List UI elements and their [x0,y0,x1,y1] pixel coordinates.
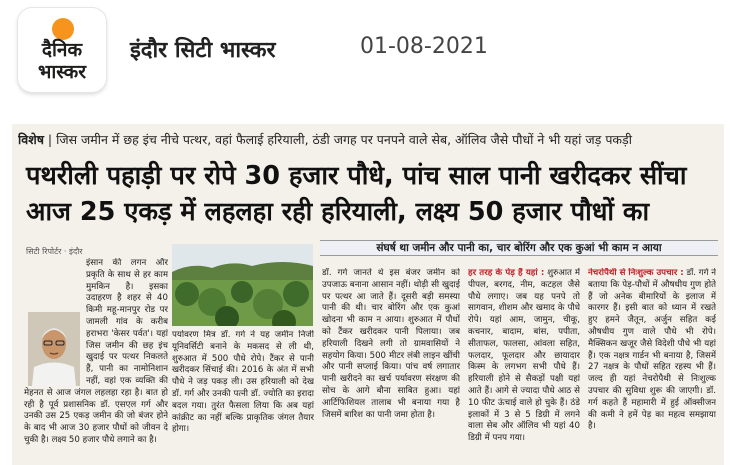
portrait-photo [28,312,80,386]
kicker-line [18,131,718,148]
column-5-text: डॉ. गर्ग ने बताया कि पेड़-पौधों में औषधीय गुण होते हैं जो अनेक बीमारियों के इलाज में कारगर हैं। इसी बात को ध्यान में रखते हुए हमने जैतून, अर्जुन सहित कई औषधीय गुण वाले पौधे भी रोपे। मैक्सिकन खजूर जैसे विदेशी पौधे भी यहां हैं। एक नक्षत्र गार्डन भी बनाया है, जिसमें 27 नक्षत्र के पौधों सहित रहस्य भी हैं। जल्द ही यहां नेचरोपैथी से निःशुल्क उपचार की सुविधा शुरू की जाएगी। डॉ. गर्ग कहते हैं महामारी में हुई ऑक्सीजन की कमी ने हमें पेड़ का महत्व समझाया है। [588,268,716,432]
article-column-4 [468,268,580,458]
subhead-banner: संघर्ष था जमीन और पानी का, चार बोरिंग और एक कुआं भी काम न आया [320,240,718,256]
column-4-text: शुरुआत में पीपल, बरगद, नीम, कटहल जैसे पौधे लगाए। जब यह पनपे तो सागवान, शीशम और खमाद के पौधे रोपे। यहां आम, जामुन, चीकू, कचनार, बादाम, बांस, पपीता, सीताफल, फालसा, आंवला सहित, फलदार, फूलदार और छायादार किस्म के लगभग सभी पौधे हैं। हरियाली होने से सैकड़ों पक्षी यहां आते हैं। आगे से ज्यादा पौधे आठ से 10 फीट ऊंचाई वाले हो चुके हैं। ठंडे इलाकों में 3 से 5 डिग्री में लगने वाला सेब और ऑलिव भी यहां 40 डिग्री में पनप गया। [468,268,580,444]
article-column-3: डॉ. गर्ग जानते थे इस बंजर जमीन को उपजाऊ बनाना आसान नहीं। थोड़ी सी खुदाई पर पत्थर आ जाते हैं। दूसरी बड़ी समस्या पानी की थी। चार बोरिंग और एक कुआं खोदना भी काम न आया। शुरुआत में पौधों को टैंकर खरीदकर पानी पिलाया। जब हरियाली दिखने लगी तो ग्रामवासियों ने सहयोग किया। 500 मीटर लंबी लाइन खींची और पानी सप्लाई किया। पांच वर्ष लगातार पानी खरीदने का खर्च पर्यावरण संरक्षण की सोच के आगे बौना साबित हुआ। यहां आर्टिफिशियल तालाब भी बनाया गया है जिसमें बारिश का पानी जमा होता है। [322,268,460,420]
sun-icon [52,18,74,40]
headline-line-1: पथरीली पहाड़ी पर रोपे 30 हजार पौधे, पांच साल पानी खरीदकर सींचा [26,161,687,191]
edition-title: इंदौर सिटी भास्कर [130,38,276,63]
article-column-2: पर्यावरण मित्र डॉ. गर्ग ने यह जमीन निजी यूनिवर्सिटी बनाने के मकसद से ली थी, शुरुआत में 500 पौधे रोपे। टैंकर से पानी खरीदकर सिंचाई की। 2016 के अंत में सभी पौधे ने जड़ पकड़ ली। उस हरियाली को देख डॉ. गर्ग और उनकी पत्नी डॉ. ज्योति का इरादा बदल गया। तुरंत फैसला लिया कि अब यहां कांक्रीट का नहीं बल्कि प्राकृतिक जंगल तैयार होगा। [172,330,314,435]
dainik-bhaskar-logo [18,8,106,92]
column-5-lead: नेचरोपैथी से निःशुल्क उपचार : [588,268,684,278]
edition-date: 01-08-2021 [360,34,488,59]
kicker-text: | जिस जमीन में छह इंच नीचे पत्थर, वहां फैलाई हरियाली, ठंडी जगह पर पनपने वाले सेब, ऑलिव जैसे पौधों ने भी यहां जड़ पकड़ी [47,132,632,147]
page-header [0,0,730,110]
byline: सिटी रिपोर्टर · इंदौर [26,247,83,256]
column-1-text: इंसान की लगन और प्रकृति के साथ से हर काम मुमकिन है। इसका उदाहरण है शहर से 40 किमी महू-मानपुर रोड पर जामली गांव के करीब हराभरा 'केसर पर्वत'। यहां जिस जमीन की छह इंच खुदाई पर पत्थर निकलते हैं, पानी का नामोनिशान नहीं, वहां एक व्यक्ति की मेहनत से आज जंगल लहलहा रहा है। बात हो रही है पूर्व प्रशासनिक डॉ. एसएल गर्ग और उनकी उस 25 एकड़ जमीन की जो बंजर होने के बाद भी आज 30 हजार पौधों को जीवन दे चुकी है। लक्ष्य 50 हजार पौधे लगाने का है। [24,258,168,445]
headline-line-2: आज 25 एकड़ में लहलहा रही हरियाली, लक्ष्य 50 हजार पौधों का [26,197,650,227]
column-4-lead: हर तरह के पेड़ हैं यहां : [468,268,545,278]
headline [26,158,716,230]
special-label: विशेष [18,132,44,147]
article-column-5 [588,268,716,458]
logo-text-line1: दैनिक [41,39,83,61]
greenery-photo [172,244,313,326]
logo-text-line2: भास्कर [37,61,87,83]
